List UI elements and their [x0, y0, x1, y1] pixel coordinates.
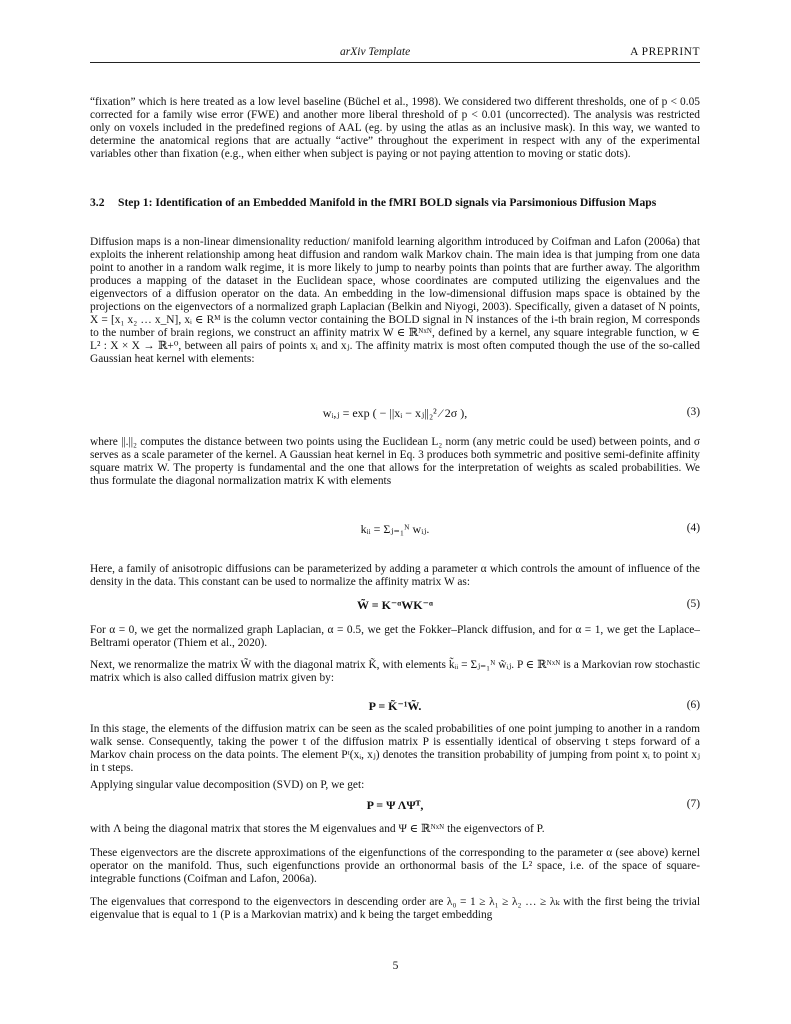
- equation-expression: kᵢᵢ = Σⱼ₌₁ᴺ wᵢⱼ.: [360, 522, 430, 536]
- header-rule: [90, 62, 700, 63]
- paragraph: Next, we renormalize the matrix W̃ with the diagonal matrix K̃, with elements k̃ᵢᵢ = Σⱼ₌₁ᴺ w̃ᵢⱼ. P ∈ ℝᴺˣᴺ is a Markovian row stochastic matrix which is also called diffusion matrix given by:: [90, 659, 700, 684]
- equation-number: (3): [686, 406, 700, 418]
- equation-expression: P = Ψ ΛΨᵀ,: [366, 798, 424, 812]
- equation-number: (7): [686, 798, 700, 810]
- section-title: Step 1: Identification of an Embedded Manifold in the fMRI BOLD signals via Parsimonious Diffusion Maps: [118, 196, 657, 209]
- equation-number: (5): [686, 598, 700, 610]
- equation-6: [90, 699, 700, 714]
- running-header-title: arXiv Template: [340, 46, 411, 58]
- equation-5: [90, 598, 700, 613]
- equation-3: [90, 406, 700, 421]
- paragraph: Diffusion maps is a non-linear dimensionality reduction/ manifold learning algorithm introduced by Coifman and Lafon (2006a) that exploits the inherent relationship among heat diffusion and random walk Markov chain. The main idea is that jumping from one data point to another in a random walk regime, it is more likely to jump to nearby points than points that are further away. The algorithm produces a mapping of the dataset in the Euclidean space, whose coordinates are computed utilizing the eigenvalues and the eigenvectors of a diffusion operator on the data. An embedding in the low-dimensional diffusion maps space is obtained by the projections on the eigenvectors of a normalized graph Laplacian (Belkin and Niyogi, 2003). Specifically, given a dataset of N points, X = [x₁ x₂ … x_N], xᵢ ∈ Rᴹ is the column vector containing the BOLD signal in N instances of the i-th brain region, M corresponds to the number of brain regions, we construct an affinity matrix W ∈ ℝᴺˣᴺ, defined by a kernel, any square integrable function, w ∈ L² : X × X → ℝ+⁰, between all pairs of points xᵢ and xⱼ. The affinity matrix is most often computed though the use of the so-called Gaussian heat kernel with elements:: [90, 236, 700, 365]
- equation-expression: wᵢ,ⱼ = exp ( − ||xᵢ − xⱼ||₂² ⁄ 2σ ),: [322, 406, 468, 420]
- page-number: 5: [392, 960, 399, 972]
- equation-number: (4): [686, 522, 700, 534]
- paragraph: with Λ being the diagonal matrix that stores the M eigenvalues and Ψ ∈ ℝᴺˣᴺ the eigenvectors of P.: [90, 823, 545, 835]
- paragraph: In this stage, the elements of the diffusion matrix can be seen as the scaled probabilities of one point jumping to another in a random walk sense. Consequently, taking the power t of the diffusion matrix P is essentially identical of observing t steps forward of a Markov chain process on the data points. The element Pᵗ(xᵢ, xⱼ) denotes the transition probability of jumping from point xᵢ to point xⱼ in t steps.: [90, 723, 700, 774]
- equation-expression: W̃ = K⁻ᵅWK⁻ᵅ: [356, 598, 434, 612]
- paragraph: These eigenvectors are the discrete approximations of the eigenfunctions of the corresponding to the parameter α (see above) kernel operator on the manifold. Thus, such eigenfunctions provide an orthonormal basis of the L² space, i.e. of the space of square-integrable functions (Coifman and Lafon, 2006a).: [90, 847, 700, 885]
- running-header-label: A PREPRINT: [630, 46, 700, 58]
- section-number: 3.2: [90, 196, 105, 209]
- equation-expression: P = K̃⁻¹W̃.: [368, 699, 422, 713]
- equation-number: (6): [686, 699, 700, 711]
- equation-7: [90, 798, 700, 813]
- paragraph: For α = 0, we get the normalized graph Laplacian, α = 0.5, we get the Fokker–Planck diffusion, and for α = 1, we get the Laplace–Beltrami operator (Thiem et al., 2020).: [90, 624, 700, 649]
- paragraph: The eigenvalues that correspond to the eigenvectors in descending order are λ₀ = 1 ≥ λ₁ ≥ λ₂ … ≥ λₖ with the first being the trivial eigenvalue that is equal to 1 (P is a Markovian matrix) and k being the target embedding: [90, 896, 700, 921]
- paragraph: “fixation” which is here treated as a low level baseline (Büchel et al., 1998). We considered two different thresholds, one of p < 0.05 corrected for a family wise error (FWE) and another more liberal threshold of p < 0.01 (uncorrected). The analysis was restricted only on voxels included in the predefined regions of AAL (eg. by using the atlas as an inclusive mask). In this way, we wanted to determine the anatomical regions that are actually “active” throughout the experiment in respect with any of the experimental variables other than fixation (e.g., when either when subject is paying or not paying attention to moving or static dots).: [90, 96, 700, 160]
- paragraph: Applying singular value decomposition (SVD) on P, we get:: [90, 779, 365, 791]
- equation-4: [90, 522, 700, 537]
- paragraph: where ||.||₂ computes the distance between two points using the Euclidean L₂ norm (any metric could be used) between points, and σ serves as a scale parameter of the kernel. A Gaussian heat kernel in Eq. 3 produces both symmetric and positive semi-definite affinity square matrix W. The property is fundamental and the one that allows for the interpretation of weights as scaled probabilities. We thus formulate the diagonal normalization matrix K with elements: [90, 436, 700, 487]
- paragraph: Here, a family of anisotropic diffusions can be parameterized by adding a parameter α which controls the amount of influence of the density in the data. This constant can be used to normalize the affinity matrix W as:: [90, 563, 700, 588]
- section-heading: [90, 196, 700, 210]
